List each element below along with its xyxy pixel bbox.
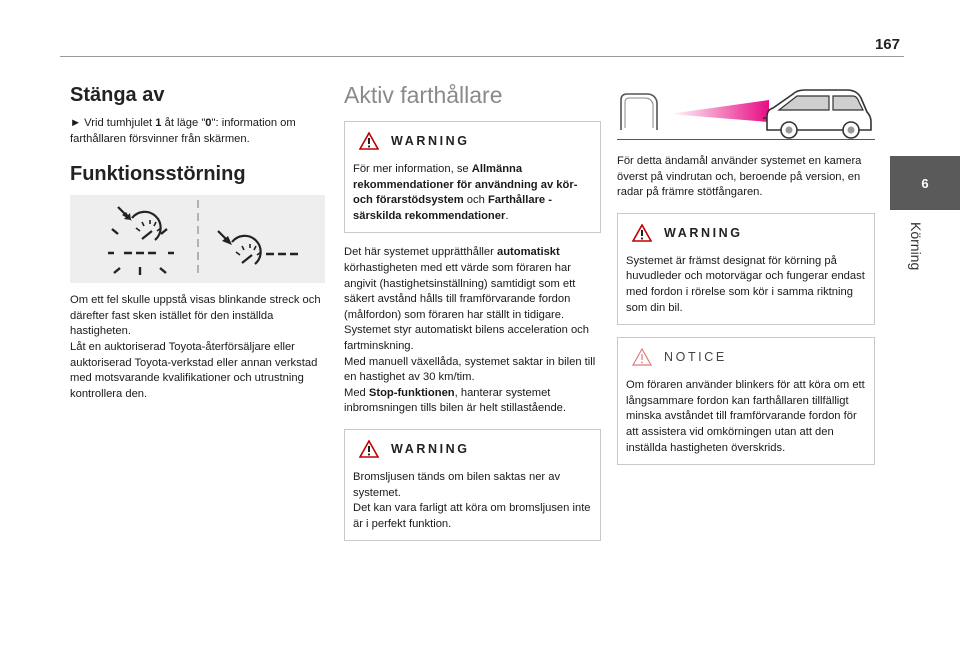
warning-label: WARNING (391, 441, 470, 456)
warning-text-3: Systemet är främst designat för körning på huvudleder och motorvägar och fungerar endast med fordon i rörelse som kör i samma riktning som din bil. (626, 254, 865, 314)
car-radar-illustration (617, 84, 875, 140)
acc-description-2: Systemet styr automatiskt bilens acceleration och fartminskning. (344, 324, 589, 352)
malfunction-text-1: Om ett fel skulle uppstå visas blinkande streck och därefter fast sken istället för den inställda hastigheten. (70, 294, 321, 338)
system-sensors-text: För detta ändamål använder systemet en kamera överst på vindrutan och, beroende på version, en radar på främre stötfångaren. (617, 155, 862, 199)
speedometer-blinking-icon (108, 207, 174, 275)
notice-text: Om föraren använder blinkers för att köra om ett långsammare fordon kan farthållaren tillfälligt minska avståndet till framförvarande fordon för att assistera vid omkörningen utan att den inställda hastigheten överskrids. (626, 379, 865, 454)
warning-text-2b: Det kan vara farligt att köra om bromsljusen inte är i perfekt funktion. (353, 502, 591, 530)
warning-label: WARNING (391, 134, 470, 148)
warning-box-3 (617, 213, 875, 325)
section-title-malfunction: Funktionsstörning (70, 163, 246, 186)
page-number: 167 (874, 36, 900, 53)
warning-triangle-icon (359, 440, 379, 458)
illustration-baseline (617, 139, 875, 140)
chapter-tab[interactable]: 6 (890, 156, 960, 210)
notice-label: NOTICE (664, 350, 727, 365)
column-left (70, 84, 325, 402)
warning-text-1: För mer information, se Allmänna rekommendationer för användning av kör- och förarstödsystem och Farthållare - särskilda rekommendationer. (353, 163, 578, 222)
acc-description-4: Med Stop-funktionen, hanterar systemet inbromsningen tills bilen är helt stillastående. (344, 386, 567, 415)
acc-description-3: Med manuell växellåda, systemet saktar in bilen till en hastighet av 30 km/tim. (344, 355, 596, 384)
column-right (617, 84, 875, 477)
notice-triangle-icon (632, 348, 652, 366)
page-title: Aktiv farthållare (344, 82, 503, 108)
warning-text-2a: Bromsljusen tänds om bilen saktas ner av systemet. (353, 470, 561, 499)
switch-off-text: ► Vrid tumhjulet 1 åt läge "0": information om farthållaren försvinner från skärmen. (70, 117, 296, 145)
warning-box-2 (344, 429, 601, 541)
chapter-title: Körning (908, 222, 924, 271)
warning-triangle-icon (632, 224, 652, 242)
notice-box (617, 337, 875, 465)
car-icon (763, 90, 871, 138)
column-middle (344, 84, 601, 553)
malfunction-illustration (70, 195, 325, 283)
malfunction-text-2: Låt en auktoriserad Toyota-återförsäljare eller auktoriserad Toyota-verkstad eller annan verkstad med motsvarande kvalifikationer och utrustning kontrollera den. (70, 340, 318, 400)
warning-triangle-icon (359, 132, 379, 150)
top-divider (60, 56, 904, 57)
acc-description-1: Det här systemet upprätthåller automatiskt körhastigheten med ett värde som föraren har angivit (hastighetsinställning) samtidigt som ett säkert avstånd hålls till framförvarande fordon (målfordon) som föraren har ställt in tidigare. (344, 246, 576, 321)
speedometer-dashes-icon (218, 231, 298, 264)
warning-box-1 (344, 121, 601, 233)
warning-label: WARNING (664, 225, 743, 240)
section-title-switch-off: Stänga av (70, 84, 165, 106)
